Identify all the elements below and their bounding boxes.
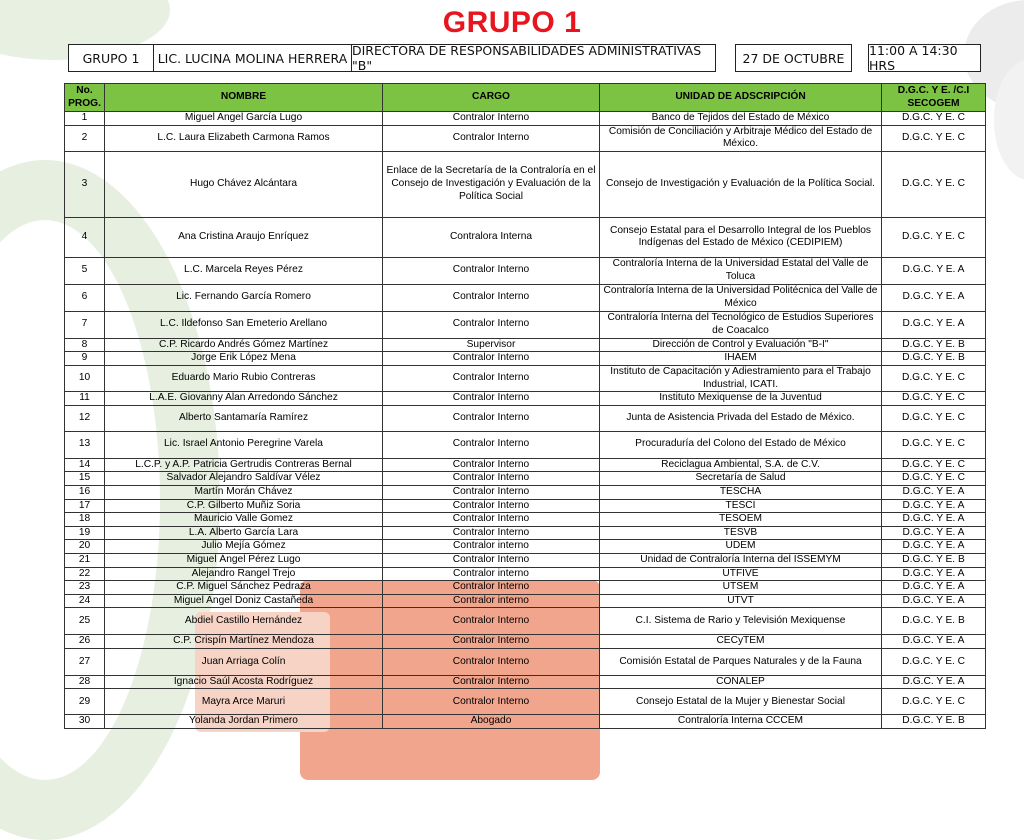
table-row xyxy=(65,689,986,715)
table-cell-cargo: Contralor Interno xyxy=(383,284,600,311)
table-cell-unidad: TESVB xyxy=(600,526,882,540)
table-cell-unidad: IHAEM xyxy=(600,352,882,366)
table-row xyxy=(65,567,986,581)
table-cell-no: 27 xyxy=(65,648,105,675)
table-row xyxy=(65,526,986,540)
table-row xyxy=(65,311,986,338)
table-cell-cargo: Contralor Interno xyxy=(383,431,600,458)
table-cell-unidad: UTVT xyxy=(600,594,882,608)
table-cell-nombre: Salvador Alejandro Saldívar Vélez xyxy=(105,472,383,486)
table-body xyxy=(65,112,986,729)
table-cell-nombre: Miguel Ángel Pérez Lugo xyxy=(105,553,383,567)
table-cell-cargo: Supervisor xyxy=(383,338,600,352)
table-cell-no: 26 xyxy=(65,635,105,649)
table-row xyxy=(65,365,986,391)
table-cell-dgc: D.G.C. Y E. C xyxy=(882,112,986,126)
table-cell-cargo: Contralor interno xyxy=(383,594,600,608)
table-row xyxy=(65,125,986,151)
table-cell-dgc: D.G.C. Y E. C xyxy=(882,431,986,458)
table-cell-no: 12 xyxy=(65,405,105,431)
table-cell-no: 30 xyxy=(65,715,105,729)
table-cell-cargo: Contralor Interno xyxy=(383,689,600,715)
table-cell-nombre: C.P. Ricardo Andrés Gómez Martínez xyxy=(105,338,383,352)
table-cell-dgc: D.G.C. Y E. A xyxy=(882,499,986,513)
table-cell-dgc: D.G.C. Y E. A xyxy=(882,257,986,284)
table-cell-no: 20 xyxy=(65,540,105,554)
table-cell-unidad: Banco de Tejidos del Estado de México xyxy=(600,112,882,126)
participants-table xyxy=(64,83,986,729)
table-row xyxy=(65,581,986,595)
table-cell-nombre: C.P. Miguel Sánchez Pedraza xyxy=(105,581,383,595)
table-cell-nombre: C.P. Gilberto Muñiz Soria xyxy=(105,499,383,513)
table-cell-dgc: D.G.C. Y E. C xyxy=(882,125,986,151)
table-cell-unidad: CECyTEM xyxy=(600,635,882,649)
table-row xyxy=(65,472,986,486)
table-cell-cargo: Contralor Interno xyxy=(383,392,600,406)
table-cell-unidad: Junta de Asistencia Privada del Estado de México. xyxy=(600,405,882,431)
table-cell-unidad: TESCI xyxy=(600,499,882,513)
table-cell-cargo: Contralor Interno xyxy=(383,526,600,540)
table-cell-dgc: D.G.C. Y E. A xyxy=(882,581,986,595)
table-cell-nombre: Lic. Israel Antonio Peregrine Varela xyxy=(105,431,383,458)
table-cell-nombre: L.C. Marcela Reyes Pérez xyxy=(105,257,383,284)
column-header-no: No. PROG. xyxy=(65,84,105,112)
table-cell-unidad: Consejo Estatal para el Desarrollo Integral de los Pueblos Indígenas del Estado de México (CEDIPIEM) xyxy=(600,217,882,257)
table-cell-cargo: Contralor Interno xyxy=(383,485,600,499)
table-cell-unidad: Secretaría de Salud xyxy=(600,472,882,486)
table-row xyxy=(65,217,986,257)
table-cell-nombre: Martín Morán Chávez xyxy=(105,485,383,499)
table-cell-dgc: D.G.C. Y E. C xyxy=(882,689,986,715)
table-cell-no: 7 xyxy=(65,311,105,338)
table-cell-cargo: Contralor Interno xyxy=(383,311,600,338)
table-cell-cargo: Contralor Interno xyxy=(383,472,600,486)
table-row xyxy=(65,675,986,689)
table-cell-nombre: Yolanda Jordan Primero xyxy=(105,715,383,729)
table-cell-no: 2 xyxy=(65,125,105,151)
table-cell-no: 11 xyxy=(65,392,105,406)
column-header-cargo: CARGO xyxy=(383,84,600,112)
table-row xyxy=(65,648,986,675)
header-group-box: GRUPO 1 xyxy=(68,44,154,72)
table-cell-no: 23 xyxy=(65,581,105,595)
table-cell-unidad: Consejo Estatal de la Mujer y Bienestar Social xyxy=(600,689,882,715)
table-row xyxy=(65,715,986,729)
table-cell-cargo: Contralor Interno xyxy=(383,365,600,391)
table-cell-cargo: Enlace de la Secretaría de la Contraloría en el Consejo de Investigación y Evaluación de la Política Social xyxy=(383,151,600,217)
table-cell-dgc: D.G.C. Y E. C xyxy=(882,217,986,257)
table-cell-dgc: D.G.C. Y E. C xyxy=(882,458,986,472)
table-cell-nombre: L.C.P. y A.P. Patricia Gertrudis Contreras Bernal xyxy=(105,458,383,472)
table-cell-nombre: Miguel Angel Doniz Castañeda xyxy=(105,594,383,608)
table-cell-unidad: Contraloría Interna del Tecnológico de Estudios Superiores de Coacalco xyxy=(600,311,882,338)
table-cell-unidad: Contraloría Interna CCCEM xyxy=(600,715,882,729)
header-position-box: DIRECTORA DE RESPONSABILIDADES ADMINISTRATIVAS "B" xyxy=(351,44,716,72)
table-cell-dgc: D.G.C. Y E. A xyxy=(882,594,986,608)
table-cell-dgc: D.G.C. Y E. B xyxy=(882,338,986,352)
table-cell-no: 19 xyxy=(65,526,105,540)
table-cell-nombre: Jorge Erik López Mena xyxy=(105,352,383,366)
table-cell-nombre: L.C. Laura Elizabeth Carmona Ramos xyxy=(105,125,383,151)
table-cell-no: 28 xyxy=(65,675,105,689)
table-row xyxy=(65,338,986,352)
table-cell-dgc: D.G.C. Y E. C xyxy=(882,405,986,431)
table-cell-nombre: L.C. Ildefonso San Emeterio Arellano xyxy=(105,311,383,338)
table-cell-no: 16 xyxy=(65,485,105,499)
table-cell-cargo: Contralor Interno xyxy=(383,513,600,527)
table-cell-cargo: Contralor Interno xyxy=(383,257,600,284)
table-row xyxy=(65,352,986,366)
table-cell-dgc: D.G.C. Y E. B xyxy=(882,352,986,366)
table-cell-nombre: Miguel Angel García Lugo xyxy=(105,112,383,126)
table-cell-dgc: D.G.C. Y E. A xyxy=(882,485,986,499)
table-cell-cargo: Contralor Interno xyxy=(383,112,600,126)
table-cell-unidad: C.I. Sistema de Rario y Televisión Mexiquense xyxy=(600,608,882,635)
table-cell-unidad: Procuraduría del Colono del Estado de México xyxy=(600,431,882,458)
table-cell-cargo: Contralor Interno xyxy=(383,635,600,649)
table-cell-unidad: Dirección de Control y Evaluación "B-I" xyxy=(600,338,882,352)
table-cell-no: 25 xyxy=(65,608,105,635)
table-cell-dgc: D.G.C. Y E. B xyxy=(882,608,986,635)
table-cell-dgc: D.G.C. Y E. C xyxy=(882,472,986,486)
table-cell-no: 6 xyxy=(65,284,105,311)
table-cell-nombre: Alejandro Rangel Trejo xyxy=(105,567,383,581)
table-cell-unidad: Instituto de Capacitación y Adiestramiento para el Trabajo Industrial, ICATI. xyxy=(600,365,882,391)
table-cell-no: 5 xyxy=(65,257,105,284)
table-cell-nombre: Hugo Chávez Alcántara xyxy=(105,151,383,217)
table-row xyxy=(65,553,986,567)
column-header-unidad: UNIDAD DE ADSCRIPCIÓN xyxy=(600,84,882,112)
table-cell-cargo: Contralor interno xyxy=(383,567,600,581)
table-cell-cargo: Contralor Interno xyxy=(383,581,600,595)
table-cell-no: 17 xyxy=(65,499,105,513)
table-cell-cargo: Contralor Interno xyxy=(383,405,600,431)
table-row xyxy=(65,499,986,513)
header-time-box: 11:00 A 14:30 HRS xyxy=(868,44,981,72)
table-cell-no: 8 xyxy=(65,338,105,352)
table-row xyxy=(65,405,986,431)
column-header-nombre: NOMBRE xyxy=(105,84,383,112)
table-cell-dgc: D.G.C. Y E. A xyxy=(882,284,986,311)
table-cell-dgc: D.G.C. Y E. C xyxy=(882,648,986,675)
table-cell-nombre: C.P. Crispín Martínez Mendoza xyxy=(105,635,383,649)
table-cell-nombre: Mayra Arce Maruri xyxy=(105,689,383,715)
table-row xyxy=(65,257,986,284)
table-cell-no: 24 xyxy=(65,594,105,608)
table-row xyxy=(65,594,986,608)
table-cell-nombre: Mauricio Valle Gomez xyxy=(105,513,383,527)
table-cell-unidad: Contraloría Interna de la Universidad Estatal del Valle de Toluca xyxy=(600,257,882,284)
table-cell-nombre: Alberto Santamaría Ramírez xyxy=(105,405,383,431)
table-row xyxy=(65,112,986,126)
table-cell-nombre: Abdiel Castillo Hernández xyxy=(105,608,383,635)
table-cell-no: 18 xyxy=(65,513,105,527)
table-cell-cargo: Contralora Interna xyxy=(383,217,600,257)
page-title: GRUPO 1 xyxy=(442,6,582,39)
table-cell-dgc: D.G.C. Y E. C xyxy=(882,392,986,406)
table-cell-unidad: Reciclagua Ambiental, S.A. de C.V. xyxy=(600,458,882,472)
table-row xyxy=(65,513,986,527)
table-header-row xyxy=(65,84,986,112)
table-cell-no: 22 xyxy=(65,567,105,581)
table-cell-no: 4 xyxy=(65,217,105,257)
table-cell-cargo: Contralor Interno xyxy=(383,675,600,689)
table-cell-no: 21 xyxy=(65,553,105,567)
table-cell-nombre: Ana Cristina Araujo Enríquez xyxy=(105,217,383,257)
table-cell-cargo: Contralor Interno xyxy=(383,499,600,513)
table-cell-cargo: Abogado xyxy=(383,715,600,729)
table-cell-nombre: L.A.E. Giovanny Alan Arredondo Sánchez xyxy=(105,392,383,406)
table-cell-unidad: TESOEM xyxy=(600,513,882,527)
table-cell-dgc: D.G.C. Y E. A xyxy=(882,635,986,649)
table-row xyxy=(65,540,986,554)
table-cell-dgc: D.G.C. Y E. A xyxy=(882,526,986,540)
table-cell-unidad: UDEM xyxy=(600,540,882,554)
table-cell-dgc: D.G.C. Y E. A xyxy=(882,675,986,689)
table-cell-no: 3 xyxy=(65,151,105,217)
table-cell-unidad: Instituto Mexiquense de la Juventud xyxy=(600,392,882,406)
table-cell-dgc: D.G.C. Y E. A xyxy=(882,540,986,554)
table-cell-nombre: Eduardo Mario Rubio Contreras xyxy=(105,365,383,391)
table-cell-cargo: Contralor Interno xyxy=(383,648,600,675)
table-row xyxy=(65,284,986,311)
table-cell-unidad: UTFIVE xyxy=(600,567,882,581)
table-cell-no: 9 xyxy=(65,352,105,366)
table-row xyxy=(65,151,986,217)
table-cell-dgc: D.G.C. Y E. B xyxy=(882,553,986,567)
table-cell-nombre: Julio Mejía Gómez xyxy=(105,540,383,554)
table-row xyxy=(65,431,986,458)
table-cell-unidad: Comisión de Conciliación y Arbitraje Médico del Estado de México. xyxy=(600,125,882,151)
header-person-box: LIC. LUCINA MOLINA HERRERA xyxy=(153,44,352,72)
table-row xyxy=(65,608,986,635)
header-date-box: 27 DE OCTUBRE xyxy=(735,44,852,72)
table-cell-dgc: D.G.C. Y E. C xyxy=(882,365,986,391)
table-cell-unidad: UTSEM xyxy=(600,581,882,595)
table-cell-cargo: Contralor Interno xyxy=(383,352,600,366)
table-cell-dgc: D.G.C. Y E. A xyxy=(882,513,986,527)
table-cell-no: 29 xyxy=(65,689,105,715)
table-cell-nombre: Lic. Fernando García Romero xyxy=(105,284,383,311)
table-cell-no: 14 xyxy=(65,458,105,472)
table-cell-nombre: L.A. Alberto García Lara xyxy=(105,526,383,540)
table-cell-no: 10 xyxy=(65,365,105,391)
table-cell-nombre: Juan Arriaga Colín xyxy=(105,648,383,675)
table-cell-no: 13 xyxy=(65,431,105,458)
table-cell-cargo: Contralor interno xyxy=(383,540,600,554)
table-cell-cargo: Contralor Interno xyxy=(383,125,600,151)
table-row xyxy=(65,392,986,406)
table-cell-cargo: Contralor Interno xyxy=(383,608,600,635)
table-row xyxy=(65,458,986,472)
table-cell-cargo: Contralor Interno xyxy=(383,553,600,567)
table-cell-unidad: Contraloría Interna de la Universidad Politécnica del Valle de México xyxy=(600,284,882,311)
column-header-dgc: D.G.C. Y E. /C.I SECOGEM xyxy=(882,84,986,112)
table-cell-dgc: D.G.C. Y E. B xyxy=(882,715,986,729)
table-cell-no: 1 xyxy=(65,112,105,126)
table-cell-nombre: Ignacio Saúl Acosta Rodríguez xyxy=(105,675,383,689)
table-cell-unidad: Unidad de Contraloría Interna del ISSEMYM xyxy=(600,553,882,567)
table-cell-unidad: CONALEP xyxy=(600,675,882,689)
table-cell-dgc: D.G.C. Y E. A xyxy=(882,311,986,338)
table-cell-unidad: Comisión Estatal de Parques Naturales y de la Fauna xyxy=(600,648,882,675)
table-cell-no: 15 xyxy=(65,472,105,486)
table-cell-cargo: Contralor Interno xyxy=(383,458,600,472)
table-cell-dgc: D.G.C. Y E. C xyxy=(882,151,986,217)
table-cell-dgc: D.G.C. Y E. A xyxy=(882,567,986,581)
table-cell-unidad: TESCHA xyxy=(600,485,882,499)
table-row xyxy=(65,635,986,649)
table-row xyxy=(65,485,986,499)
table-cell-unidad: Consejo de Investigación y Evaluación de la Política Social. xyxy=(600,151,882,217)
